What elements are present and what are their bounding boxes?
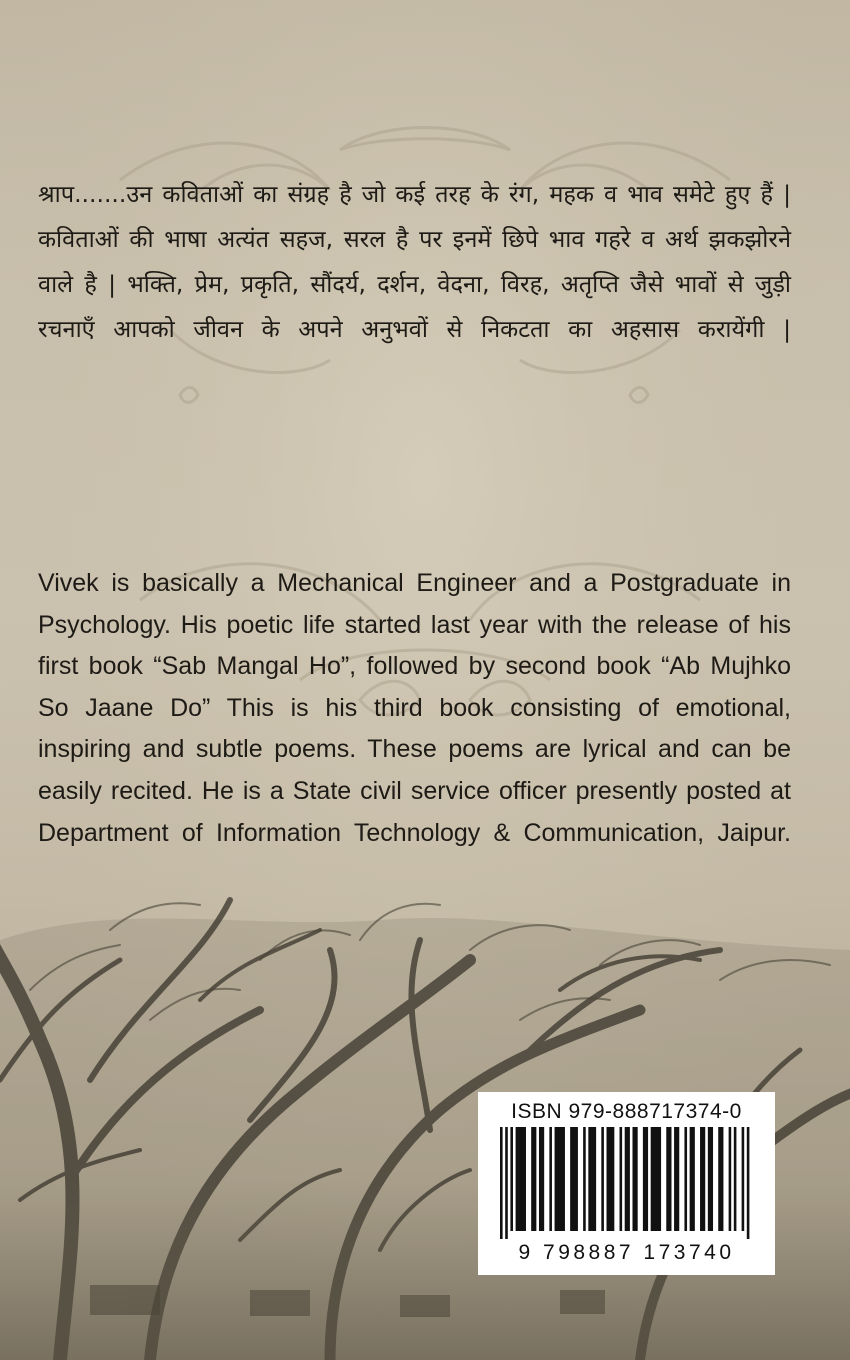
barcode-bar <box>588 1127 596 1231</box>
barcode-bar <box>708 1127 713 1231</box>
barcode-bar <box>516 1127 526 1231</box>
barcode-bar <box>700 1127 705 1231</box>
barcode-bar <box>729 1127 732 1231</box>
author-bio: Vivek is basically a Mechanical Engineer and a Postgraduate in Psychology. His poetic life started last year with the release of his first book “Sab Mangal Ho”, followed by second book “Ab Mujhko So Jaane Do” This is his third book consisting of emotional, inspiring and subtle poems. These poems are lyrical and can be easily recited. He is a State civil service officer presently posted at Department of Information Technology & Communication, Jaipur. <box>38 569 791 847</box>
barcode-bar <box>620 1127 623 1231</box>
barcode-bar <box>747 1127 750 1239</box>
barcode-bar <box>607 1127 615 1231</box>
barcode-bar <box>549 1127 552 1231</box>
barcode-bar <box>684 1127 687 1231</box>
barcode-bar <box>555 1127 565 1231</box>
barcode-bar <box>734 1127 737 1231</box>
isbn-barcode <box>478 1092 775 1275</box>
barcode-digits: 9 798887 173740 <box>518 1241 735 1264</box>
barcode-bar <box>531 1127 536 1231</box>
barcode-bar <box>500 1127 503 1239</box>
barcode-bar <box>510 1127 513 1231</box>
isbn-label: ISBN 979-888717374-0 <box>511 1100 742 1123</box>
barcode-bar <box>643 1127 648 1231</box>
barcode-bar <box>742 1127 745 1231</box>
barcode-bar <box>632 1127 637 1231</box>
barcode-bar <box>505 1127 508 1239</box>
barcode-bar <box>718 1127 723 1231</box>
barcode-bar <box>690 1127 695 1231</box>
barcode-bar <box>583 1127 586 1231</box>
barcode-bar <box>625 1127 630 1231</box>
barcode-bar <box>651 1127 661 1231</box>
barcode-bar <box>570 1127 578 1231</box>
barcode-bar <box>666 1127 671 1231</box>
barcode-bar <box>601 1127 604 1231</box>
barcode-bar <box>539 1127 544 1231</box>
barcode-bar <box>674 1127 679 1231</box>
barcode-bars <box>500 1127 752 1239</box>
hindi-blurb: श्राप.......उन कविताओं का संग्रह है जो कई तरह के रंग, महक व भाव समेटे हुए हैं | कविताओं की भाषा अत्यंत सहज, सरल है पर इनमें छिपे भाव गहरे व अर्थ झकझोरने वाले है | भक्ति, प्रेम, प्रकृति, सौंदर्य, दर्शन, वेदना, विरह, अतृप्ति जैसे भावों से जुड़ी रचनाएँ आपको जीवन के अपने अनुभवों से निकटता का अहसास करायेंगी | <box>38 180 791 343</box>
